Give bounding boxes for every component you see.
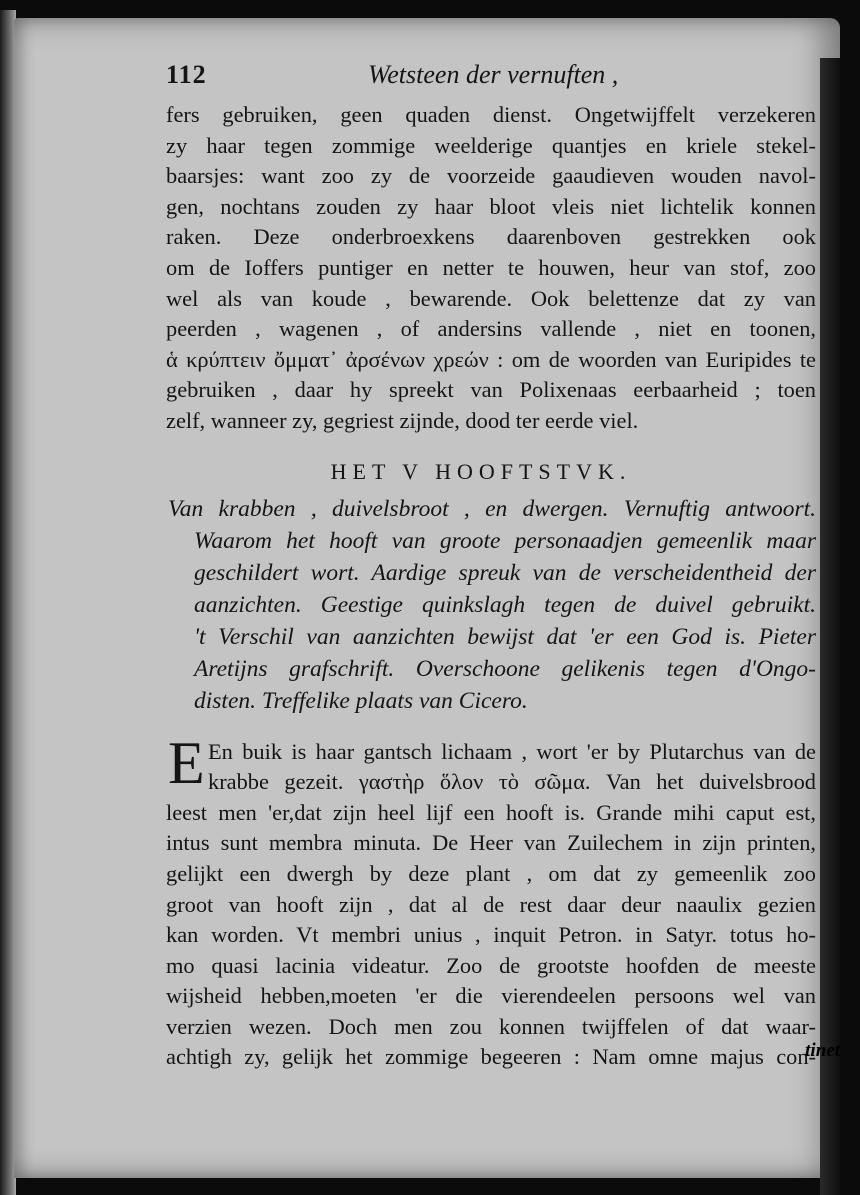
text-line: fers gebruiken, geen quaden dienst. Ongetwijffelt verzekeren [166,102,816,127]
text-line: kan worden. Vt membri unius , inquit Petron. in Satyr. totus ho- [166,922,816,948]
paragraph-2 [166,729,816,1074]
summary-line: aanzichten. Geestige quinkslagh tegen de duivel gebruikt. [194,591,816,618]
text-line: wel als van koude , bewarende. Ook belettenze dat zy van [166,285,816,311]
text-line: krabbe gezeit. γαστὴρ ὅλον τὸ σῶμα. Van het duivelsbrood [208,769,816,795]
page-content [166,60,816,1073]
summary-line: disten. Treffelike plaats van Cicero. [194,687,528,714]
summary-line: Waarom het hooft van groote personaadjen gemeenlik maar [194,527,816,554]
text-line: verzien wezen. Doch men zou konnen twijffelen of dat waar- [166,1013,816,1039]
text-line: mo quasi lacinia videatur. Zoo de grootste hoofden de meeste [166,952,816,978]
text-line: En buik is haar gantsch lichaam , wort 'er by Plutarchus van de [208,738,816,764]
summary-line: Van krabben , duivelsbroot , en dwergen. Vernuftig antwoort. [168,495,816,522]
text-line: zelf, wanneer zy, gegriest zijnde, dood ter eerde viel. [166,407,639,433]
text-line: achtigh zy, gelijk het zommige begeeren : Nam omne majus con- [166,1044,816,1070]
summary-line: 't Verschil van aanzichten bewijst dat 'er een God is. Pieter [194,623,816,650]
text-line: zy haar tegen zommige weelderige quantjes en kriele stekel- [166,132,816,158]
text-line: gen, nochtans zouden zy haar bloot vleis niet lichtelik konnen [166,193,816,219]
chapter-title: HET V HOOFTSTVK. [330,458,632,484]
text-line: gebruiken , daar hy spreekt van Polixenaas eerbaarheid ; toen [166,377,816,403]
text-line: ἁ κρύπτειν ὄμματ᾽ ἀρσένων χρεών : om de woorden van Euripides te [166,346,816,372]
text-line: gelijkt een dwergh by deze plant , om dat zy gemeenlik zoo [166,860,816,886]
text-line: baarsjes: want zoo zy de voorzeide gaaudieven wouden navol- [166,163,816,189]
text-line: intus sunt membra minuta. De Heer van Zuilechem in zijn printen, [166,830,816,856]
summary-line: Aretijns grafschrift. Overschoone gelikenis tegen d'Ongo- [194,655,816,682]
text-line: raken. Deze onderbroexkens daarenboven gestrekken ook [166,224,816,250]
page-number: 112 [166,60,207,89]
page-edge-shadow [820,58,840,1195]
summary-line: geschildert wort. Aardige spreuk van de verscheidentheid der [194,559,816,586]
text-line: leest men 'er,dat zijn heel lijf een hooft is. Grande mihi caput est, [166,799,816,825]
text-line: peerden , wagenen , of andersins vallende , niet en toonen, [166,316,816,342]
text-line: groot van hooft zijn , dat al de rest daar deur naaulix gezien [166,891,816,917]
running-head: Wetsteen der vernuften , [368,60,619,89]
text-line: wijsheid hebben,moeten 'er die vierendeelen persoons wel van [166,983,816,1009]
page-header [166,60,816,100]
drop-cap: E [168,729,205,796]
catchword: tinet [805,1040,840,1061]
chapter-summary [166,493,816,717]
text-line: om de Ioffers puntiger en netter te houwen, heur van stof, zoo [166,254,816,280]
paragraph-1 [166,100,816,437]
